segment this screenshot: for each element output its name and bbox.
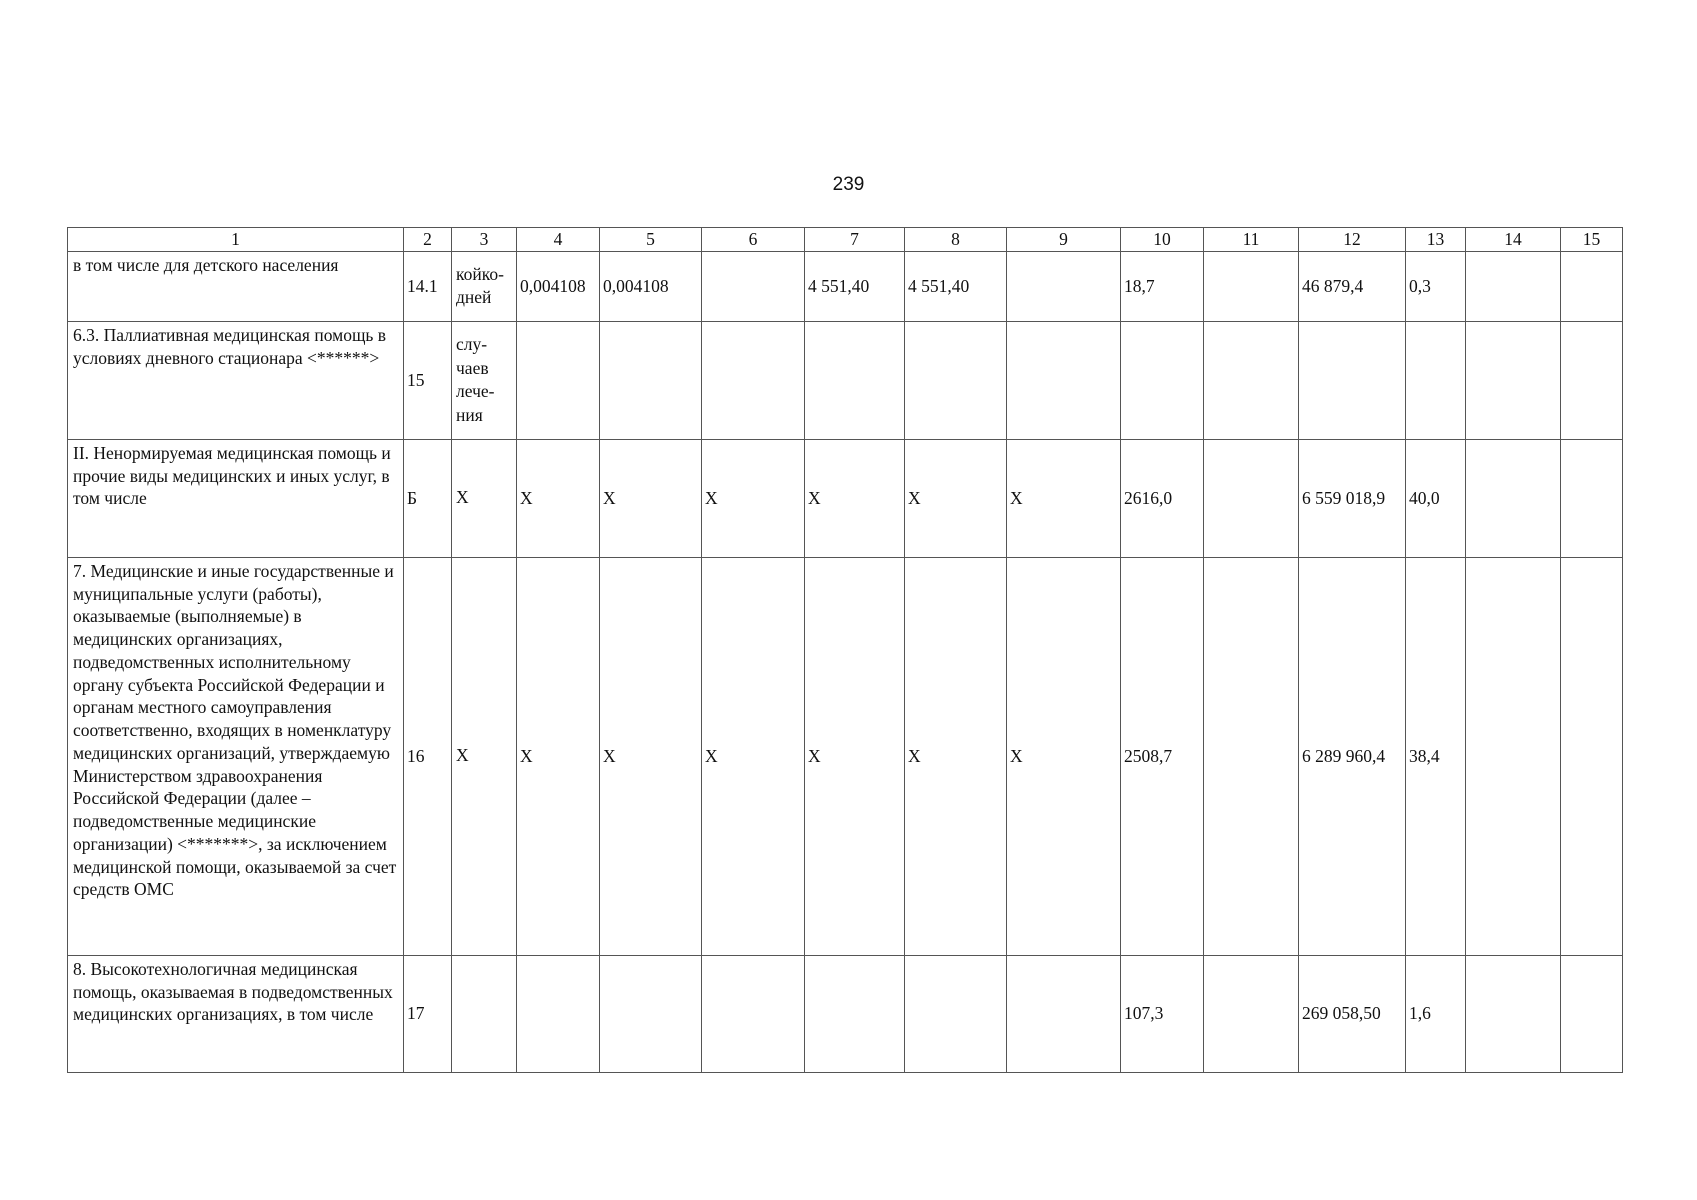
column-number-row bbox=[68, 228, 1623, 252]
value-cell: X bbox=[1007, 439, 1121, 557]
value-cell: X bbox=[702, 557, 805, 955]
value-cell: 2616,0 bbox=[1121, 439, 1204, 557]
column-header: 15 bbox=[1561, 228, 1623, 252]
value-cell bbox=[1561, 321, 1623, 439]
value-cell bbox=[1204, 439, 1299, 557]
row-number-cell: 16 bbox=[404, 557, 452, 955]
value-cell: X bbox=[600, 439, 702, 557]
value-cell bbox=[1466, 557, 1561, 955]
value-cell: X bbox=[600, 557, 702, 955]
value-cell: 269 058,50 bbox=[1299, 955, 1406, 1072]
value-cell: X bbox=[517, 439, 600, 557]
value-cell: 4 551,40 bbox=[905, 251, 1007, 321]
unit-cell bbox=[452, 557, 517, 955]
value-cell bbox=[1466, 439, 1561, 557]
column-header: 5 bbox=[600, 228, 702, 252]
column-header: 3 bbox=[452, 228, 517, 252]
unit-cell bbox=[452, 321, 517, 439]
value-cell: 46 879,4 bbox=[1299, 251, 1406, 321]
value-cell: X bbox=[1007, 557, 1121, 955]
value-cell bbox=[702, 321, 805, 439]
column-header: 11 bbox=[1204, 228, 1299, 252]
value-cell bbox=[1406, 321, 1466, 439]
value-cell: X bbox=[905, 557, 1007, 955]
unit-line: койко- bbox=[456, 263, 504, 284]
column-header: 10 bbox=[1121, 228, 1204, 252]
value-cell: X bbox=[905, 439, 1007, 557]
row-name-cell: 7. Медицинские и иные государственные и муниципальные услуги (работы), оказываемые (выполняемые) в медицинских организациях, подведомственных исполнительному органу субъекта Российской Федерации и органам местного самоуправления соответственно, входящих в номенклатуру медицинских организаций, утверждаемую Министерством здравоохранения Российской Федерации (далее – подведомственные медицинские организации) <*******>, за исключением медицинской помощи, оказываемой за счет средств ОМС bbox=[68, 557, 404, 955]
unit-line: дней bbox=[456, 287, 492, 308]
value-cell bbox=[905, 321, 1007, 439]
value-cell bbox=[1466, 955, 1561, 1072]
row-name-cell: 6.3. Паллиативная медицинская помощь в условиях дневного стационара <******> bbox=[68, 321, 404, 439]
table-row bbox=[68, 321, 1623, 439]
value-cell bbox=[1561, 251, 1623, 321]
value-cell bbox=[1204, 251, 1299, 321]
row-number-cell: Б bbox=[404, 439, 452, 557]
unit-line: X bbox=[456, 745, 469, 766]
value-cell: 107,3 bbox=[1121, 955, 1204, 1072]
column-header: 14 bbox=[1466, 228, 1561, 252]
value-cell: 40,0 bbox=[1406, 439, 1466, 557]
row-name-cell: в том числе для детского населения bbox=[68, 251, 404, 321]
data-table bbox=[67, 227, 1623, 1073]
table-row bbox=[68, 955, 1623, 1072]
unit-cell bbox=[452, 955, 517, 1072]
value-cell bbox=[600, 321, 702, 439]
value-cell: 18,7 bbox=[1121, 251, 1204, 321]
table-row bbox=[68, 557, 1623, 955]
column-header: 4 bbox=[517, 228, 600, 252]
value-cell bbox=[600, 955, 702, 1072]
value-cell: 1,6 bbox=[1406, 955, 1466, 1072]
table-row bbox=[68, 251, 1623, 321]
value-cell: 38,4 bbox=[1406, 557, 1466, 955]
value-cell bbox=[805, 321, 905, 439]
table-row bbox=[68, 439, 1623, 557]
value-cell bbox=[517, 955, 600, 1072]
column-header: 13 bbox=[1406, 228, 1466, 252]
unit-cell bbox=[452, 251, 517, 321]
unit-line: лече- bbox=[456, 381, 495, 402]
value-cell bbox=[517, 321, 600, 439]
column-header: 9 bbox=[1007, 228, 1121, 252]
unit-line: чаев bbox=[456, 357, 489, 378]
value-cell: 6 289 960,4 bbox=[1299, 557, 1406, 955]
value-cell: X bbox=[805, 557, 905, 955]
column-header: 8 bbox=[905, 228, 1007, 252]
column-header: 2 bbox=[404, 228, 452, 252]
row-number-cell: 15 bbox=[404, 321, 452, 439]
value-cell: 6 559 018,9 bbox=[1299, 439, 1406, 557]
unit-line: X bbox=[456, 487, 469, 508]
value-cell bbox=[1007, 955, 1121, 1072]
value-cell bbox=[1204, 955, 1299, 1072]
value-cell bbox=[1561, 955, 1623, 1072]
value-cell: 4 551,40 bbox=[805, 251, 905, 321]
column-header: 7 bbox=[805, 228, 905, 252]
value-cell: 0,3 bbox=[1406, 251, 1466, 321]
unit-cell bbox=[452, 439, 517, 557]
value-cell bbox=[1466, 321, 1561, 439]
value-cell: X bbox=[517, 557, 600, 955]
row-number-cell: 14.1 bbox=[404, 251, 452, 321]
value-cell bbox=[702, 251, 805, 321]
value-cell bbox=[702, 955, 805, 1072]
value-cell bbox=[1204, 321, 1299, 439]
value-cell: X bbox=[702, 439, 805, 557]
value-cell bbox=[1121, 321, 1204, 439]
unit-line: слу- bbox=[456, 334, 488, 354]
value-cell bbox=[1204, 557, 1299, 955]
value-cell bbox=[1561, 439, 1623, 557]
value-cell: 0,004108 bbox=[517, 251, 600, 321]
value-cell bbox=[1561, 557, 1623, 955]
value-cell bbox=[905, 955, 1007, 1072]
page-number: 239 bbox=[832, 174, 865, 195]
value-cell bbox=[1007, 321, 1121, 439]
value-cell bbox=[1299, 321, 1406, 439]
value-cell bbox=[805, 955, 905, 1072]
value-cell bbox=[1007, 251, 1121, 321]
column-header: 1 bbox=[68, 228, 404, 252]
value-cell: 0,004108 bbox=[600, 251, 702, 321]
column-header: 12 bbox=[1299, 228, 1406, 252]
row-name-cell: II. Ненормируемая медицинская помощь и прочие виды медицинских и иных услуг, в том числе bbox=[68, 439, 404, 557]
unit-line: ния bbox=[456, 404, 483, 425]
value-cell bbox=[1466, 251, 1561, 321]
row-number-cell: 17 bbox=[404, 955, 452, 1072]
column-header: 6 bbox=[702, 228, 805, 252]
value-cell: 2508,7 bbox=[1121, 557, 1204, 955]
row-name-cell: 8. Высокотехнологичная медицинская помощь, оказываемая в подведомственных медицинских организациях, в том числе bbox=[68, 955, 404, 1072]
value-cell: X bbox=[805, 439, 905, 557]
